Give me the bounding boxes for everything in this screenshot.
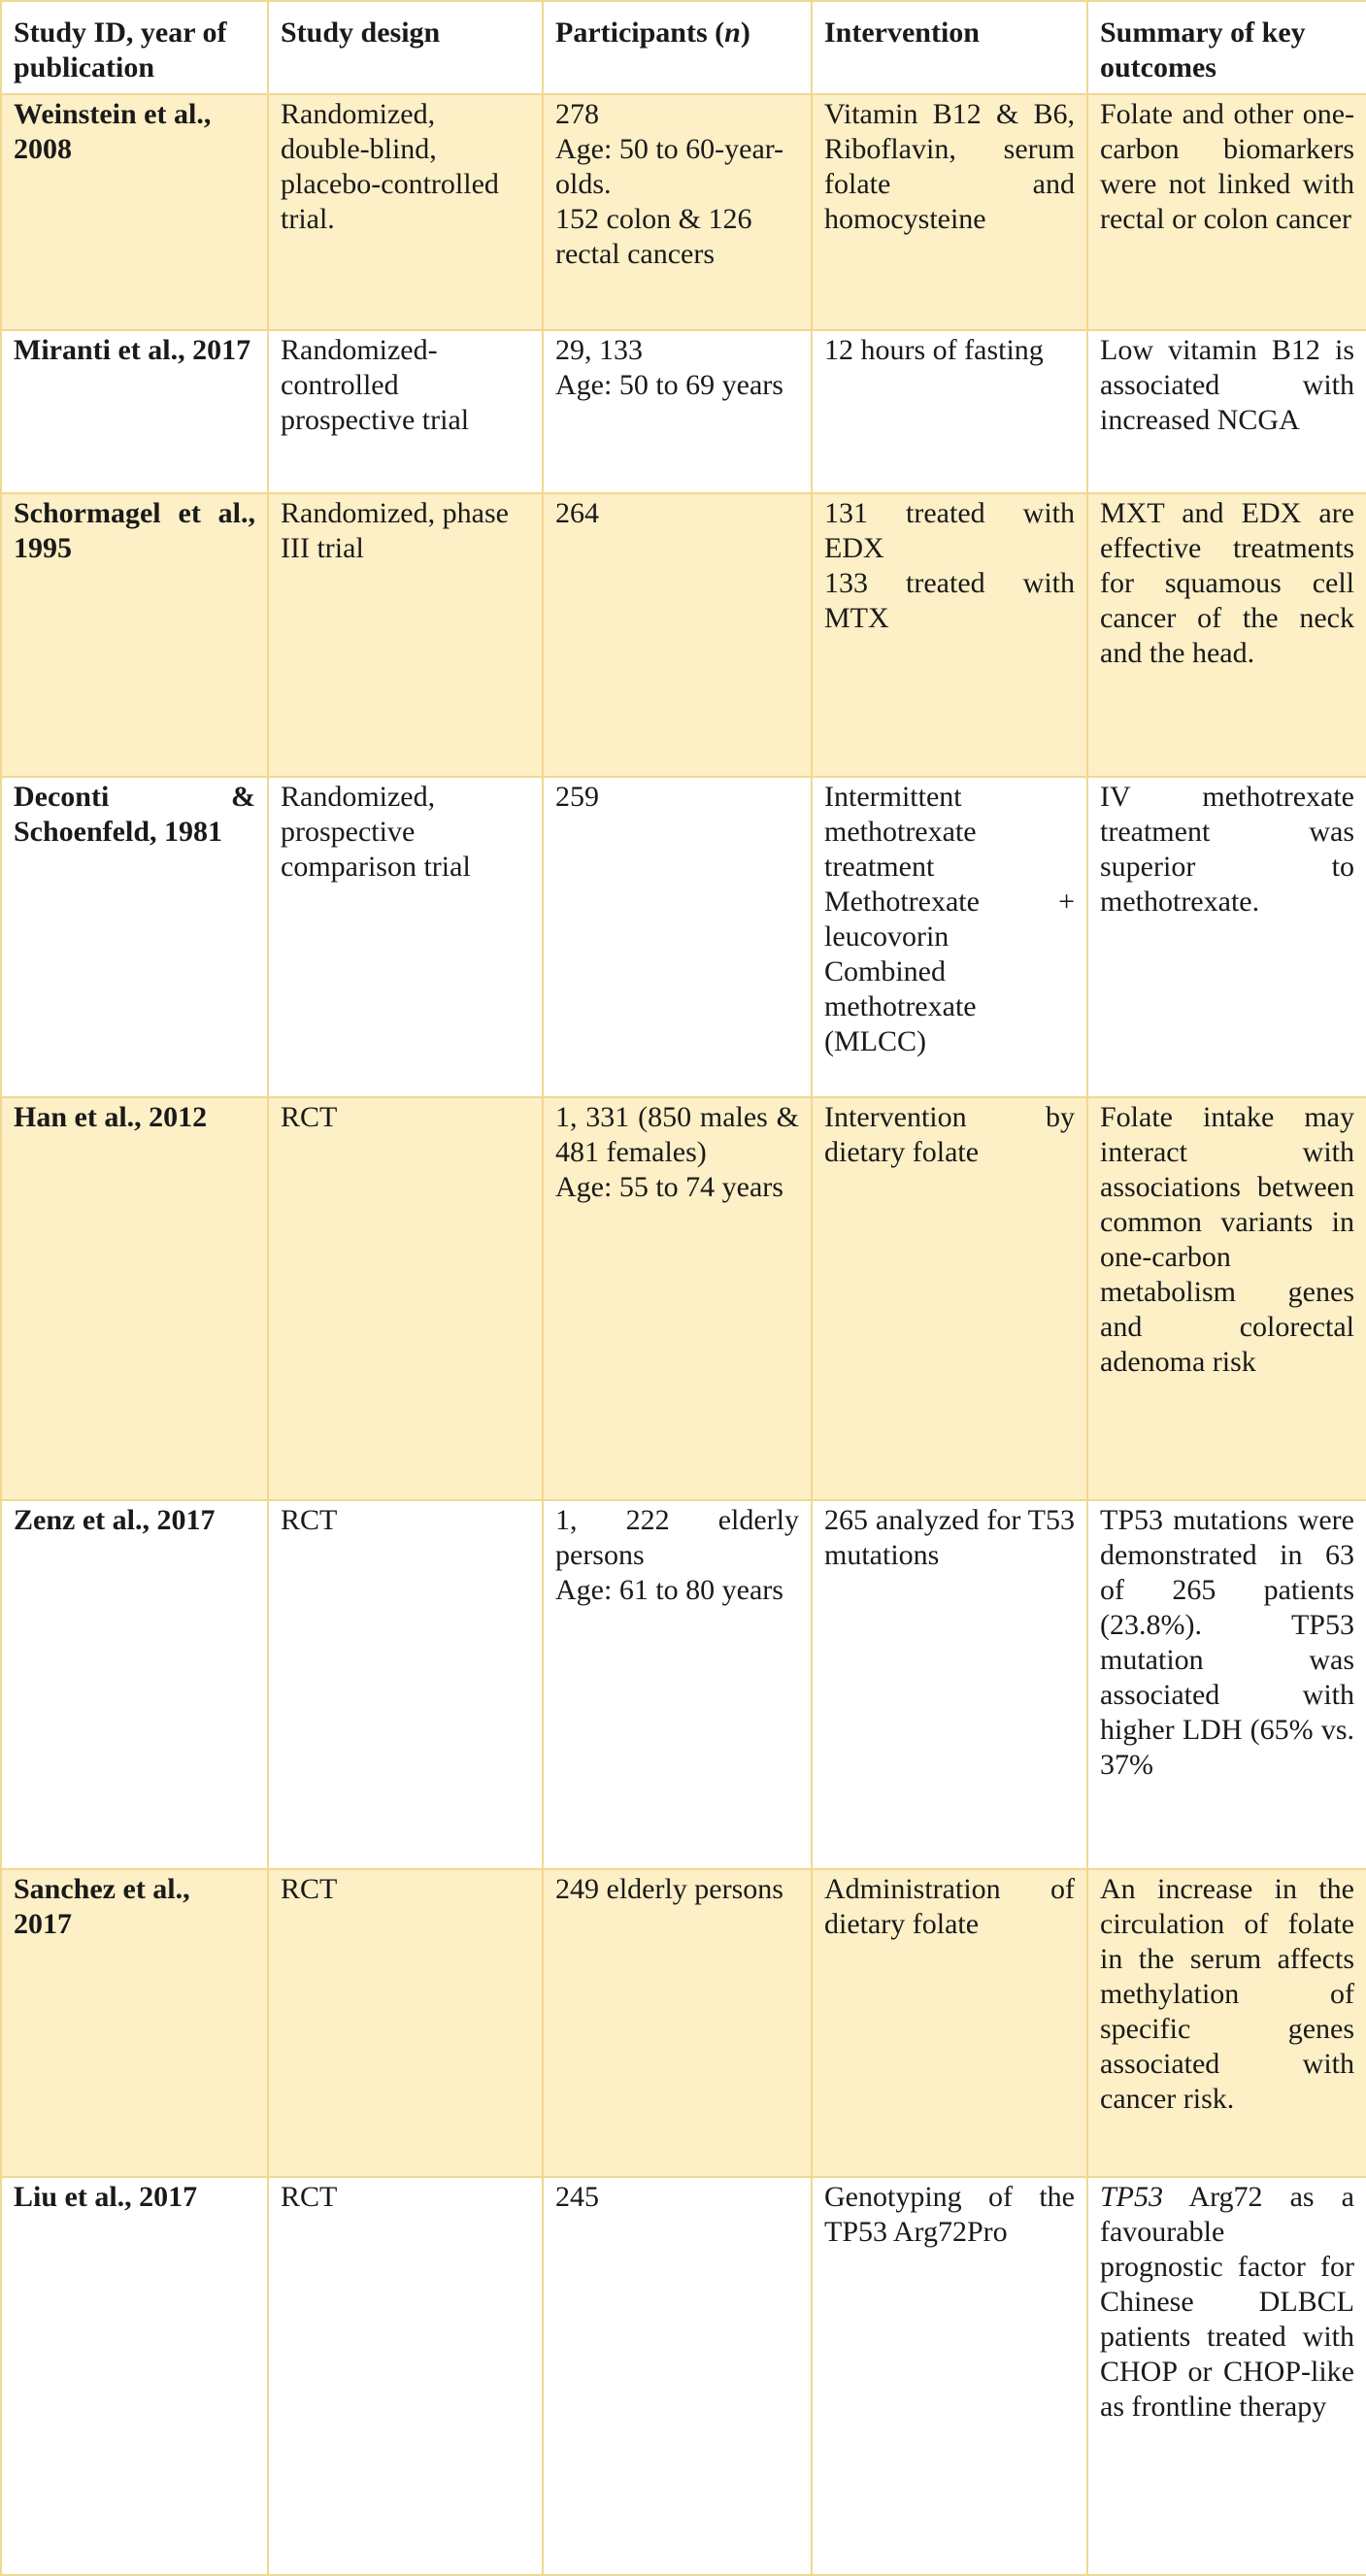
intervention-cell: Vitamin B12 & B6, Riboflavin, serum folate and homocysteine xyxy=(812,94,1087,330)
design-cell: Randomized, double-blind, placebo-controlled trial. xyxy=(268,94,543,330)
intervention-cell: 12 hours of fasting xyxy=(812,330,1087,493)
participants-cell: 249 elderly persons xyxy=(543,1869,812,2177)
table-row xyxy=(1,777,1366,1097)
participants-cell: 29, 133 Age: 50 to 69 years xyxy=(543,330,812,493)
design-cell: Randomized-controlled prospective trial xyxy=(268,330,543,493)
study-id-cell: Han et al., 2012 xyxy=(1,1097,268,1500)
outcome-cell: Low vitamin B12 is associated with increased NCGA xyxy=(1087,330,1366,493)
design-cell: Randomized, phase III trial xyxy=(268,493,543,777)
header-outcomes: Summary of key outcomes xyxy=(1087,1,1366,94)
table-row xyxy=(1,330,1366,493)
table-row xyxy=(1,94,1366,330)
study-id-cell: Sanchez et al., 2017 xyxy=(1,1869,268,2177)
outcome-cell: IV methotrexate treatment was superior to methotrexate. xyxy=(1087,777,1366,1097)
outcome-cell: TP53 Arg72 as a favourable prognostic factor for Chinese DLBCL patients treated with CHOP or CHOP-like as frontline therapy xyxy=(1087,2177,1366,2575)
outcome-cell: Folate intake may interact with associations between common variants in one-carbon metabolism genes and colorectal adenoma risk xyxy=(1087,1097,1366,1500)
gene-name: TP53 xyxy=(1100,2181,1164,2213)
participants-cell: 245 xyxy=(543,2177,812,2575)
intervention-cell: Genotyping of the TP53 Arg72Pro xyxy=(812,2177,1087,2575)
intervention-cell: Administration of dietary folate xyxy=(812,1869,1087,2177)
design-cell: RCT xyxy=(268,1869,543,2177)
design-cell: RCT xyxy=(268,1500,543,1869)
header-study-id: Study ID, year of publication xyxy=(1,1,268,94)
table-row xyxy=(1,1097,1366,1500)
study-id-cell: Miranti et al., 2017 xyxy=(1,330,268,493)
table-row xyxy=(1,1869,1366,2177)
intervention-cell: 131 treated with EDX 133 treated with MTX xyxy=(812,493,1087,777)
design-cell: Randomized, prospective comparison trial xyxy=(268,777,543,1097)
table-row xyxy=(1,1500,1366,1869)
study-id-cell: Zenz et al., 2017 xyxy=(1,1500,268,1869)
study-id-cell: Liu et al., 2017 xyxy=(1,2177,268,2575)
header-participants: Participants (n) xyxy=(543,1,812,94)
intervention-cell: Intervention by dietary folate xyxy=(812,1097,1087,1500)
study-id-cell: Weinstein et al., 2008 xyxy=(1,94,268,330)
design-cell: RCT xyxy=(268,2177,543,2575)
outcome-cell: TP53 mutations were demonstrated in 63 of 265 patients (23.8%). TP53 mutation was associated with higher LDH (65% vs. 37% xyxy=(1087,1500,1366,1869)
header-row xyxy=(1,1,1366,94)
table-row xyxy=(1,493,1366,777)
header-study-design: Study design xyxy=(268,1,543,94)
table-row xyxy=(1,2177,1366,2575)
participants-cell: 264 xyxy=(543,493,812,777)
study-id-cell: Deconti & Schoenfeld, 1981 xyxy=(1,777,268,1097)
study-id-cell: Schormagel et al., 1995 xyxy=(1,493,268,777)
outcome-cell: Folate and other one-carbon biomarkers were not linked with rectal or colon cancer xyxy=(1087,94,1366,330)
participants-cell: 259 xyxy=(543,777,812,1097)
participants-cell: 1, 331 (850 males & 481 females) Age: 55 to 74 years xyxy=(543,1097,812,1500)
participants-cell: 1, 222 elderly persons Age: 61 to 80 years xyxy=(543,1500,812,1869)
design-cell: RCT xyxy=(268,1097,543,1500)
outcome-cell: An increase in the circulation of folate in the serum affects methylation of specific genes associated with cancer risk. xyxy=(1087,1869,1366,2177)
intervention-cell: 265 analyzed for T53 mutations xyxy=(812,1500,1087,1869)
header-intervention: Intervention xyxy=(812,1,1087,94)
intervention-cell: Intermittent methotrexate treatment Methotrexate + leucovorin Combined methotrexate (MLCC) xyxy=(812,777,1087,1097)
participants-cell: 278 Age: 50 to 60-year-olds. 152 colon & 126 rectal cancers xyxy=(543,94,812,330)
outcome-cell: MXT and EDX are effective treatments for squamous cell cancer of the neck and the head. xyxy=(1087,493,1366,777)
